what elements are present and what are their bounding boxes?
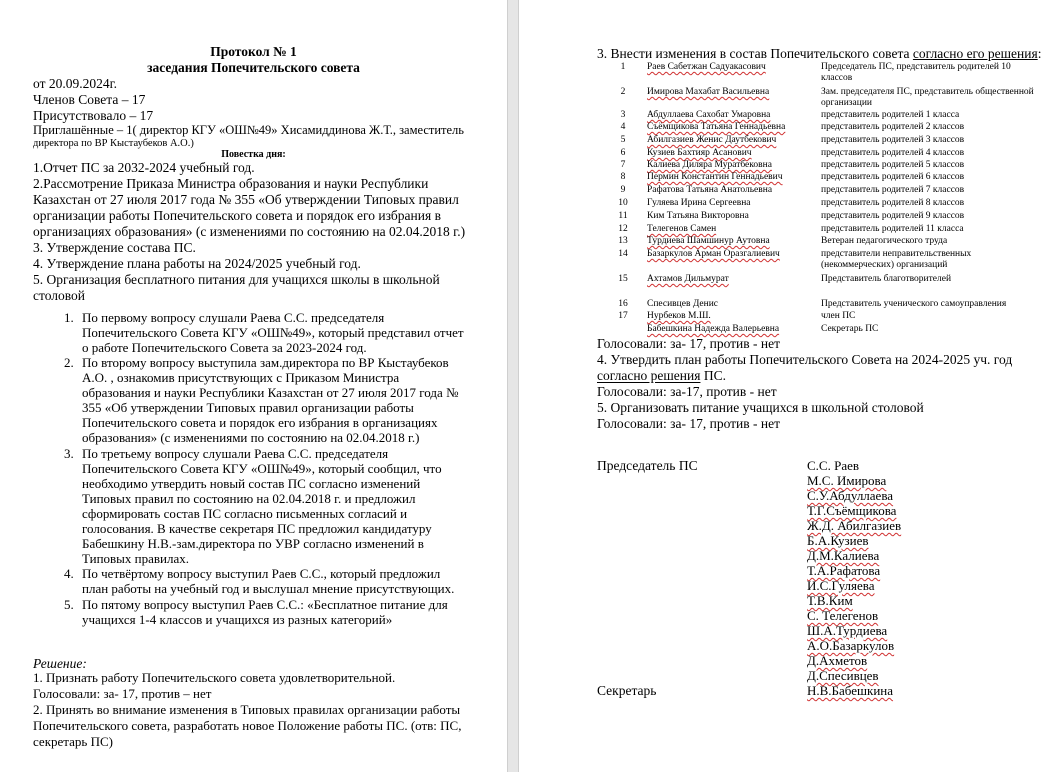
- member-number: 11: [618, 211, 628, 221]
- member-role: Председатель ПС, представитель родителей 10 классов: [821, 62, 1011, 83]
- member-name: Абдуллаева Сахобат Умаровна: [647, 110, 771, 120]
- list-item-line: образования» (с изменениями по состоянию на 02.04.2018 г.): [82, 430, 420, 445]
- member-role: представитель родителей 2 классов: [821, 122, 965, 132]
- list-item-line: А.О. , ознакомив присутствующих с Приказом Министра: [82, 370, 400, 385]
- member-role: член ПС: [821, 311, 856, 321]
- member-role: представитель родителей 5 классов: [821, 160, 965, 170]
- member-name: Пермин Константин Геннадьевич: [647, 172, 783, 182]
- member-role: Секретарь ПС: [821, 324, 879, 334]
- signature-name: Т.Г.Съёмщикова: [807, 503, 897, 518]
- member-number: 15: [618, 274, 628, 284]
- member-role: представитель родителей 3 классов: [821, 135, 965, 145]
- member-role: представители неправительственных (некоммерческих) организаций: [821, 249, 972, 270]
- member-number: 1: [620, 62, 626, 72]
- vote-result-2: Голосовали: за-17, против - нет: [597, 384, 777, 399]
- member-number: 5: [620, 135, 626, 145]
- list-item-line: Попечительского совета и порядок его избрания в организациях: [82, 415, 438, 430]
- protocol-subtitle: заседания Попечительского совета: [147, 60, 360, 75]
- member-role: представитель родителей 11 класса: [821, 224, 964, 234]
- member-number: 8: [620, 172, 626, 182]
- signature-name: Н.В.Бабешкина: [807, 683, 894, 698]
- agenda-line: организациях образования» (с изменениями по состоянию на 02.04.2018 г.): [33, 224, 466, 239]
- list-item-line: голосования. В качестве секретаря ПС предложил кандидатуру: [82, 521, 432, 536]
- member-role: Представитель ученического самоуправления: [821, 299, 1007, 309]
- list-item-line: По пятому вопросу выступил Раев С.С.: «Бесплатное питание для: [82, 597, 448, 612]
- list-item-line: 355 «Об утверждении Типовых правил организации работы: [82, 400, 414, 415]
- agenda-line: 3. Утверждение состава ПС.: [33, 240, 196, 255]
- agenda-line: столовой: [33, 288, 86, 303]
- member-name: Калиева Диляра Муратбековна: [647, 160, 772, 170]
- list-item-line: о работе Попечительского Совета за 2023-2024 год.: [82, 340, 367, 355]
- list-item-number: 3.: [64, 446, 74, 461]
- signature-name: И.С.Гуляева: [807, 578, 875, 593]
- member-number: 9: [620, 185, 626, 195]
- list-item-line: Бабешкину Н.В.-зам.директора по УВР согласно изменений в: [82, 536, 424, 551]
- member-number: 7: [620, 160, 626, 170]
- member-name: Ахтамов Дильмурат: [647, 274, 729, 284]
- document-page-left: [0, 0, 507, 772]
- invited-line-1: Приглашённые – 1( директор КГУ «ОШ№49» Хисамиддинова Ж.Т., заместитель: [33, 123, 464, 137]
- member-number: 2: [620, 87, 626, 97]
- chair-label: Председатель ПС: [597, 458, 698, 473]
- decision-line: 1. Признать работу Попечительского совета удовлетворительной.: [33, 670, 396, 685]
- member-name: Базаркулов Арман Оразгалиевич: [647, 249, 780, 259]
- agenda-line: 5. Организация бесплатного питания для учащихся школы в школьной: [33, 272, 440, 287]
- present-count: Присутствовало – 17: [33, 108, 154, 123]
- member-role: Зам. председателя ПС, представитель общественной организации: [821, 87, 1034, 108]
- member-number: 14: [618, 249, 628, 259]
- agenda-line: Казахстан от 27 июля 2017 года № 355 «Об утверждении Типовых правил: [33, 192, 459, 207]
- member-name: Турдиева Шамшинур Аутовна: [647, 236, 770, 246]
- signature-name: Т.А.Рафатова: [807, 563, 881, 578]
- member-name: Раев Сабетжан Садуакасович: [647, 62, 766, 72]
- member-role: Представитель благотворителей: [821, 274, 952, 284]
- decision-line: секретарь ПС): [33, 734, 113, 749]
- page-gap: [507, 0, 519, 772]
- item4-line-2: [597, 368, 726, 384]
- list-item-number: 5.: [64, 597, 74, 612]
- member-name: Имирова Махабат Васильевна: [647, 87, 770, 97]
- list-item-line: По второму вопросу выступила зам.директора по ВР Кыстаубеков: [82, 355, 449, 370]
- member-name: Телегенов Самен: [647, 224, 717, 234]
- member-role: представитель родителей 4 классов: [821, 148, 965, 158]
- list-item-line: необходимо утвердить новый состав ПС согласно изменений: [82, 476, 421, 491]
- signature-name: Т.В.Ким: [807, 593, 853, 608]
- item3-text: 3. Внести изменения в состав Попечительского совета: [597, 46, 913, 61]
- member-name: Рафатова Татьяна Анатольевна: [647, 185, 773, 195]
- invited-line-2: директора по ВР Кыстаубеков А.О.): [33, 138, 194, 149]
- item3-underlined: согласно его решения: [912, 46, 1038, 61]
- agenda-line: 2.Рассмотрение Приказа Министра образования и науки Республики: [33, 176, 429, 191]
- list-item-line: По первому вопросу слушали Раева С.С. председателя: [82, 310, 385, 325]
- member-number: 12: [618, 224, 628, 234]
- member-name: Съёмщикова Татьяна Геннадьевна: [647, 122, 786, 132]
- agenda-line: 4. Утверждение плана работы на 2024/2025 учебный год.: [33, 256, 361, 271]
- member-number: 13: [618, 236, 628, 246]
- signature-name: Д.Ахметов: [807, 653, 868, 668]
- signature-name: С.У.Абдуллаева: [807, 488, 894, 503]
- item3-heading: [597, 46, 1041, 62]
- secretary-label: Секретарь: [597, 683, 657, 698]
- vote-result-1: Голосовали: за- 17, против - нет: [597, 336, 781, 351]
- list-item-line: учащихся 1-4 классов и учащихся из разных категорий»: [82, 612, 393, 627]
- list-item-line: образования и науки Республики Казахстан от 27 июля 2017 года №: [82, 385, 459, 400]
- list-item-line: Типовых правилах.: [82, 551, 189, 566]
- agenda-title: Повестка дня:: [221, 149, 286, 160]
- member-role: представитель родителей 1 класса: [821, 110, 960, 120]
- list-item-line: Попечительского Совета КГУ «ОШ№49», который сообщил, что: [82, 461, 442, 476]
- list-item-number: 2.: [64, 355, 74, 370]
- member-name: Нурбеков М.Ш.: [647, 311, 711, 321]
- member-number: 4: [620, 122, 626, 132]
- member-name: Гуляева Ирина Сергеевна: [647, 198, 751, 208]
- list-item-line: Типовых правил по состоянию на 02.04.2018 г. и предложил: [82, 491, 416, 506]
- member-role: представитель родителей 9 классов: [821, 211, 965, 221]
- member-name: Бабешкина Надежда Валерьевна: [647, 324, 780, 334]
- signature-name: С.С. Раев: [807, 458, 859, 473]
- members-count: Членов Совета – 17: [33, 92, 146, 107]
- signature-name: Д.М.Калиева: [807, 548, 880, 563]
- agenda-line: 1.Отчет ПС за 2032-2024 учебный год.: [33, 160, 255, 175]
- decision-line: Попечительского совета, разработать новое Положение работы ПС. (отв: ПС,: [33, 718, 462, 733]
- protocol-title: Протокол № 1: [210, 44, 297, 59]
- list-item-line: Попечительского Совета КГУ «ОШ№49», который представил отчет: [82, 325, 464, 340]
- list-item-line: план работы на учебный год и выслушал мнение присутствующих.: [82, 581, 455, 596]
- item4-line: 4. Утвердить план работы Попечительского Совета на 2024-2025 уч. год: [597, 352, 1013, 367]
- member-role: представитель родителей 7 классов: [821, 185, 965, 195]
- member-number: 3: [620, 110, 626, 120]
- list-item-line: По четвёртому вопросу выступил Раев С.С., который предложил: [82, 566, 441, 581]
- decision-line: Голосовали: за- 17, против – нет: [33, 686, 212, 701]
- list-item-number: 4.: [64, 566, 74, 581]
- member-name: Абилгазиев Женис Даутбекович: [647, 135, 777, 145]
- member-number: 10: [618, 198, 628, 208]
- member-role: представитель родителей 6 классов: [821, 172, 965, 182]
- signature-name: Д.Спесивцев: [807, 668, 879, 683]
- list-item-line: сформировать состав ПС согласно письменных согласий и: [82, 506, 408, 521]
- decision-title: Решение:: [33, 656, 87, 671]
- member-number: 6: [620, 148, 626, 158]
- signature-name: М.С. Имирова: [807, 473, 887, 488]
- item5-line: 5. Организовать питание учащихся в школьной столовой: [597, 400, 924, 415]
- item4-suffix: ПС.: [700, 368, 726, 383]
- member-name: Кузиев Бахтияр Асанович: [647, 148, 752, 158]
- list-item-line: По третьему вопросу слушали Раева С.С. председателя: [82, 446, 389, 461]
- signature-name: А.О.Базаркулов: [807, 638, 895, 653]
- agenda-line: организации работы Попечительского совета и порядок его избрания в: [33, 208, 441, 223]
- decision-line: 2. Принять во внимание изменения в Типовых правилах организации работы: [33, 702, 461, 717]
- signature-name: Б.А.Кузиев: [807, 533, 869, 548]
- document-page-right: [520, 0, 1048, 772]
- signature-name: Ш.А.Турдиева: [807, 623, 888, 638]
- item3-suffix: :: [1037, 46, 1042, 61]
- member-number: 16: [618, 299, 628, 309]
- signature-name: С. Телегенов: [807, 608, 879, 623]
- item4-underlined: согласно решения: [597, 368, 701, 383]
- member-name: Ким Татьяна Викторовна: [647, 211, 749, 221]
- protocol-date: от 20.09.2024г.: [33, 76, 117, 91]
- member-role: представитель родителей 8 классов: [821, 198, 965, 208]
- member-role: Ветеран педагогического труда: [821, 236, 948, 246]
- vote-result-3: Голосовали: за- 17, против - нет: [597, 416, 781, 431]
- member-name: Спесивцев Денис: [647, 299, 719, 309]
- member-number: 17: [618, 311, 628, 321]
- list-item-number: 1.: [64, 310, 74, 325]
- signature-name: Ж.Д. Абилгазиев: [807, 518, 902, 533]
